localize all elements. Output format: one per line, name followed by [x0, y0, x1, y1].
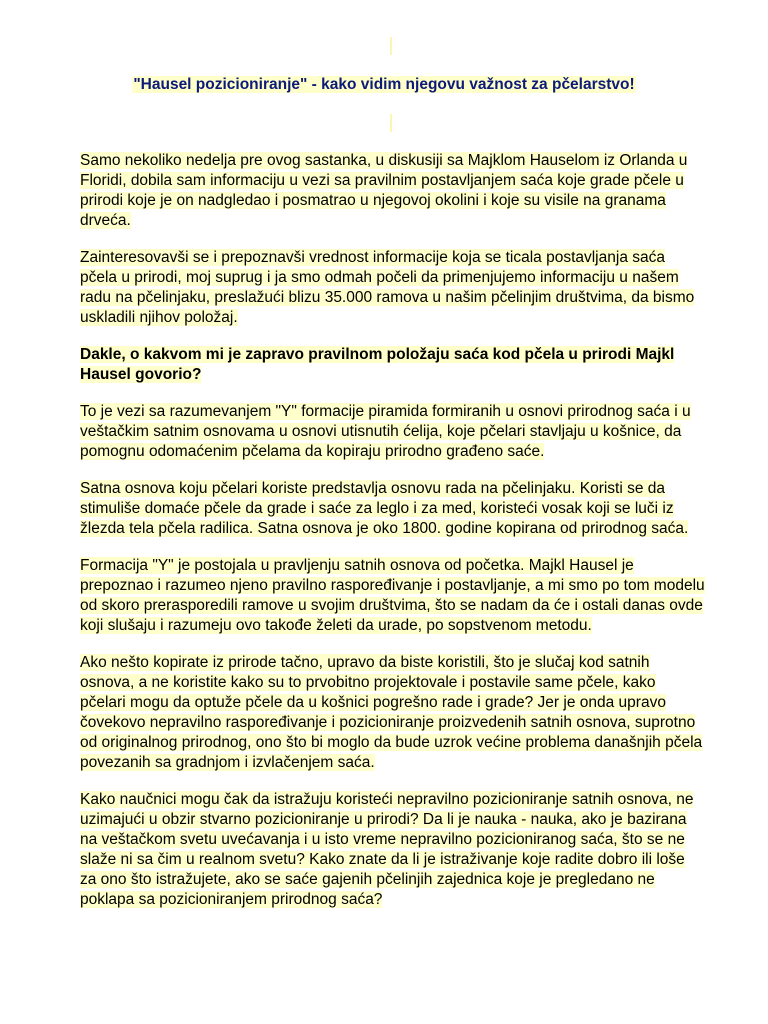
- paragraph-text: Dakle, o kakvom mi je zapravo pravilnom položaju saća kod pčela u prirodi Majkl Hausel govorio?: [80, 346, 675, 383]
- bold-question-paragraph: [80, 345, 705, 385]
- paragraph-1: [80, 151, 705, 231]
- document-title: [0, 75, 768, 95]
- paragraph-text: Ako nešto kopirate iz prirode tačno, upravo da biste koristili, što je slučaj kod satnih osnova, a ne koristite kako su to prvobitno projektovale i postavile same pčele, kako pčelari mogu da optuže pčele da u košnici pogrešno rade i grade? Jer je onda upravo čovekovo nepravilno raspoređivanje i pozicioniranje proizvedenih satnih osnova, suprotno od originalnog prirodnog, ono što bi moglo da bude uzrok većine problema današnjih pčela povezanih sa gradnjom i izvlačenjem saća.: [80, 654, 703, 771]
- paragraph-text: Formacija "Y" je postojala u pravljenju satnih osnova od početka. Majkl Hausel je prepoznao i razumeo njeno pravilno raspoređivanje i postavljanje, a mi smo po tom modelu od skoro prerasporedili ramove u svojim društvima, što se nadam da će i ostali danas ovde koji slušaju i razumeju ovo takođe želeti da urade, po sopstvenom metodu.: [80, 557, 705, 634]
- paragraph-text: Kako naučnici mogu čak da istražuju koristeći nepravilno pozicioniranje satnih osnova, ne uzimajući u obzir stvarno pozicioniranje u prirodi? Da li je nauka - nauka, ako je bazirana na veštačkom svetu uvećavanja i u isto vreme nepravilno pozicioniranog saća, što se ne slaže ni sa čim u realnom svetu? Kako znate da li je istraživanje koje radite dobro ili loše za ono što istražujete, ako se saće gajenih pčelinjih zajednica koje je pregledano ne poklapa sa pozicioniranjem prirodnog saća?: [80, 791, 694, 908]
- paragraph-5: [80, 479, 705, 539]
- document-body: [80, 151, 705, 927]
- paragraph-8: [80, 790, 705, 910]
- paragraph-text: Satna osnova koju pčelari koriste predstavlja osnovu rada na pčelinjaku. Koristi se da stimuliše domaće pčele da grade i saće za leglo i za med, koristeći vosak koji se luči iz žlezda tela pčela radilica. Satna osnova je oko 1800. godine kopirana od prirodnog saća.: [80, 480, 689, 537]
- paragraph-4: [80, 402, 705, 462]
- paragraph-text: Samo nekoliko nedelja pre ovog sastanka, u diskusiji sa Majklom Hauselom iz Orlanda u Floridi, dobila sam informaciju u vezi sa pravilnim postavljanjem saća koje grade pčele u prirodi koje je on nadgledao i posmatrao u njegovoj okolini i koje su visile na granama drveća.: [80, 152, 688, 229]
- paragraph-text: To je vezi sa razumevanjem "Y" formacije piramida formiranih u osnovi prirodnog saća i u veštačkim satnim osnovama u osnovi utisnutih ćelija, koje pčelari stavljaju u košnice, da pomognu odomaćenim pčelama da kopiraju prirodno građeno saće.: [80, 403, 691, 460]
- text-cursor-mark-top: [390, 37, 392, 55]
- paragraph-7: [80, 653, 705, 773]
- document-title-text: "Hausel pozicioniranje" - kako vidim njegovu važnost za pčelarstvo!: [133, 76, 635, 93]
- text-cursor-mark-middle: [390, 114, 392, 132]
- paragraph-text: Zainteresovavši se i prepoznavši vrednost informacije koja se ticala postavljanja saća pčela u prirodi, moj suprug i ja smo odmah počeli da primenjujemo informaciju u našem radu na pčelinjaku, preslažući blizu 35.000 ramova u našim pčelinjim društvima, da bismo uskladili njihov položaj.: [80, 249, 695, 326]
- paragraph-2: [80, 248, 705, 328]
- paragraph-6: [80, 556, 705, 636]
